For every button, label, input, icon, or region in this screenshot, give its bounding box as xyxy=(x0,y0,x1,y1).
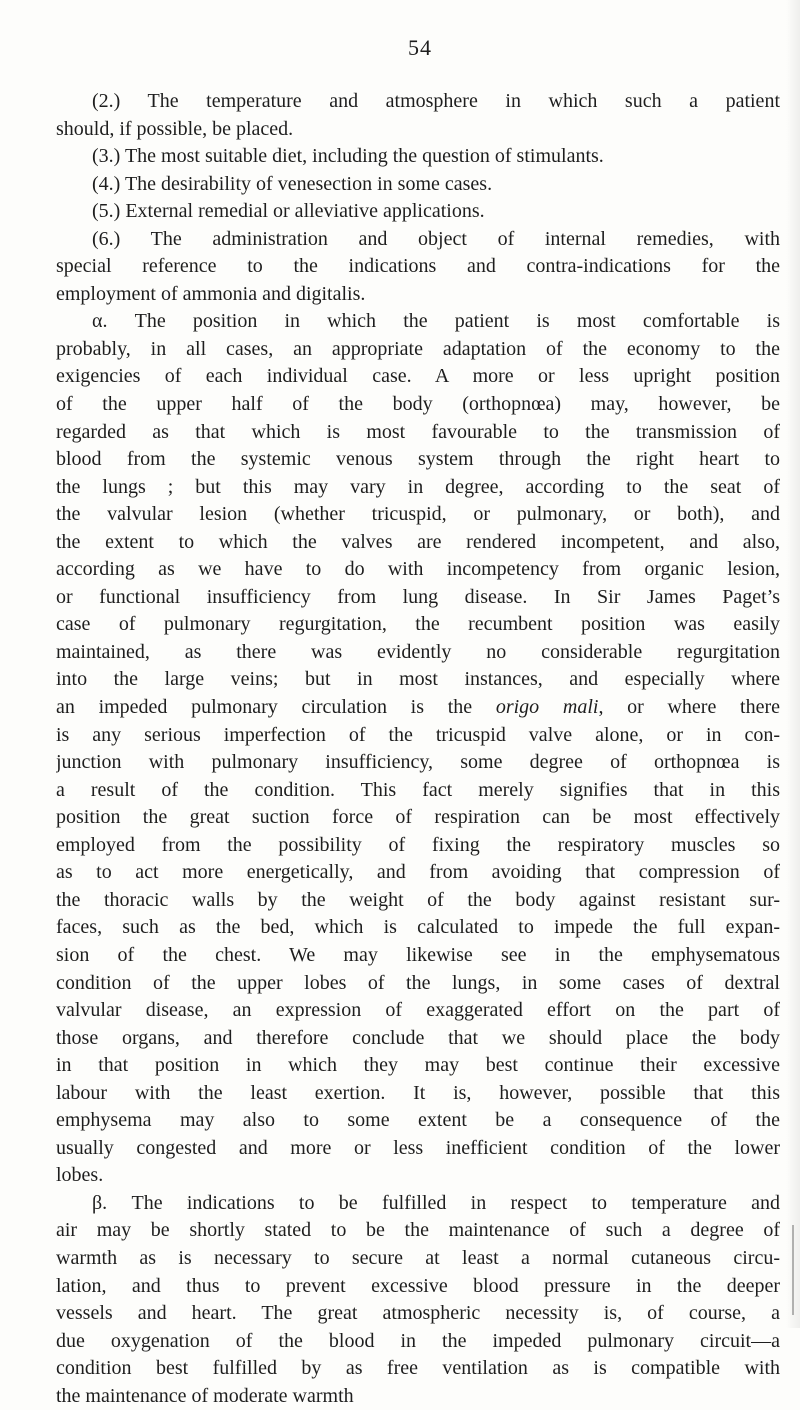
text-line: lobes. xyxy=(56,1164,104,1187)
text-line: employed from the possibility of fixing the respiratory muscles so xyxy=(56,833,780,856)
text-line: position the great suction force of respiration can be most effectively xyxy=(56,806,780,829)
text-line: special reference to the indications and contra-indications for the xyxy=(56,255,780,278)
text-line: in that position in which they may best continue their excessive xyxy=(56,1054,780,1077)
text-line: vessels and heart. The great atmospheric necessity is, of course, a xyxy=(56,1302,780,1325)
text-line: the valvular lesion (whether tricuspid, or pulmonary, or both), and xyxy=(56,503,780,526)
text-line: as to act more energetically, and from avoiding that compression of xyxy=(56,861,780,884)
text-line: according as we have to do with incompetency from organic lesion, xyxy=(56,558,780,581)
text-line: or functional insufficiency from lung disease. In Sir James Paget’s xyxy=(56,585,780,608)
text-line: valvular disease, an expression of exaggerated effort on the part of xyxy=(56,999,780,1022)
text-line: emphysema may also to some extent be a consequence of the xyxy=(56,1109,780,1132)
text-line: employment of ammonia and digitalis. xyxy=(56,282,366,305)
text-line: (4.) The desirability of venesection in some cases. xyxy=(92,172,493,195)
text-line: exigencies of each individual case. A more or less upright position xyxy=(56,365,780,388)
text-line: lation, and thus to prevent excessive blood pressure in the deeper xyxy=(56,1274,780,1297)
text-line: due oxygenation of the blood in the impeded pulmonary circuit—a xyxy=(56,1329,780,1352)
text-line: usually congested and more or less inefficient condition of the lower xyxy=(56,1136,780,1159)
page-number: 54 xyxy=(408,35,432,60)
text-line: air may be shortly stated to be the maintenance of such a degree of xyxy=(56,1219,780,1242)
text-line: into the large veins; but in most instances, and especially where xyxy=(56,668,780,691)
text-line: should, if possible, be placed. xyxy=(56,117,294,140)
text-line: blood from the systemic venous system through the right heart to xyxy=(56,448,780,471)
text-line: an impeded pulmonary circulation is the origo mali, or where there xyxy=(56,696,780,719)
text-line: (5.) External remedial or alleviative applications. xyxy=(92,200,485,223)
text-line: case of pulmonary regurgitation, the recumbent position was easily xyxy=(56,613,780,636)
text-line: a result of the condition. This fact merely signifies that in this xyxy=(56,778,780,801)
text-line: the maintenance of moderate warmth xyxy=(56,1384,354,1407)
text-line: condition of the upper lobes of the lungs, in some cases of dextral xyxy=(56,971,780,994)
text-line: the extent to which the valves are rendered incompetent, and also, xyxy=(56,530,780,553)
text-line: of the upper half of the body (orthopnœa) may, however, be xyxy=(56,393,780,416)
text-line: maintained, as there was evidently no considerable regurgitation xyxy=(56,640,780,663)
text-line: probably, in all cases, an appropriate adaptation of the economy to the xyxy=(56,337,780,360)
latin-phrase: origo mali xyxy=(495,696,599,719)
text-line: warmth as is necessary to secure at least a normal cutaneous circu- xyxy=(56,1246,780,1269)
text-line: (6.) The administration and object of internal remedies, with xyxy=(92,227,780,250)
body-text xyxy=(56,88,780,1410)
text-line: faces, such as the bed, which is calculated to impede the full expan- xyxy=(56,916,780,939)
page-edge-shadow xyxy=(786,0,800,1328)
text-line: (3.) The most suitable diet, including the question of stimulants. xyxy=(92,145,604,168)
text-line: the lungs ; but this may vary in degree, according to the seat of xyxy=(56,475,780,498)
text-line: β. The indications to be fulfilled in respect to temperature and xyxy=(92,1191,780,1214)
text-line: junction with pulmonary insufficiency, some degree of orthopnœa is xyxy=(56,751,780,774)
text-line: regarded as that which is most favourable to the transmission of xyxy=(56,420,780,443)
page-edge-mark xyxy=(792,1225,794,1315)
text-line: labour with the least exertion. It is, however, possible that this xyxy=(56,1081,780,1104)
text-line: α. The position in which the patient is most comfortable is xyxy=(92,310,780,333)
text-line: sion of the chest. We may likewise see in the emphysematous xyxy=(56,943,780,966)
text-line: condition best fulfilled by as free ventilation as is compatible with xyxy=(56,1357,780,1380)
text-line: those organs, and therefore conclude that we should place the body xyxy=(56,1026,780,1049)
text-line: the thoracic walls by the weight of the body against resistant sur- xyxy=(56,888,780,911)
text-line: (2.) The temperature and atmosphere in which such a patient xyxy=(92,90,780,112)
text-line: is any serious imperfection of the tricuspid valve alone, or in con- xyxy=(56,723,780,746)
